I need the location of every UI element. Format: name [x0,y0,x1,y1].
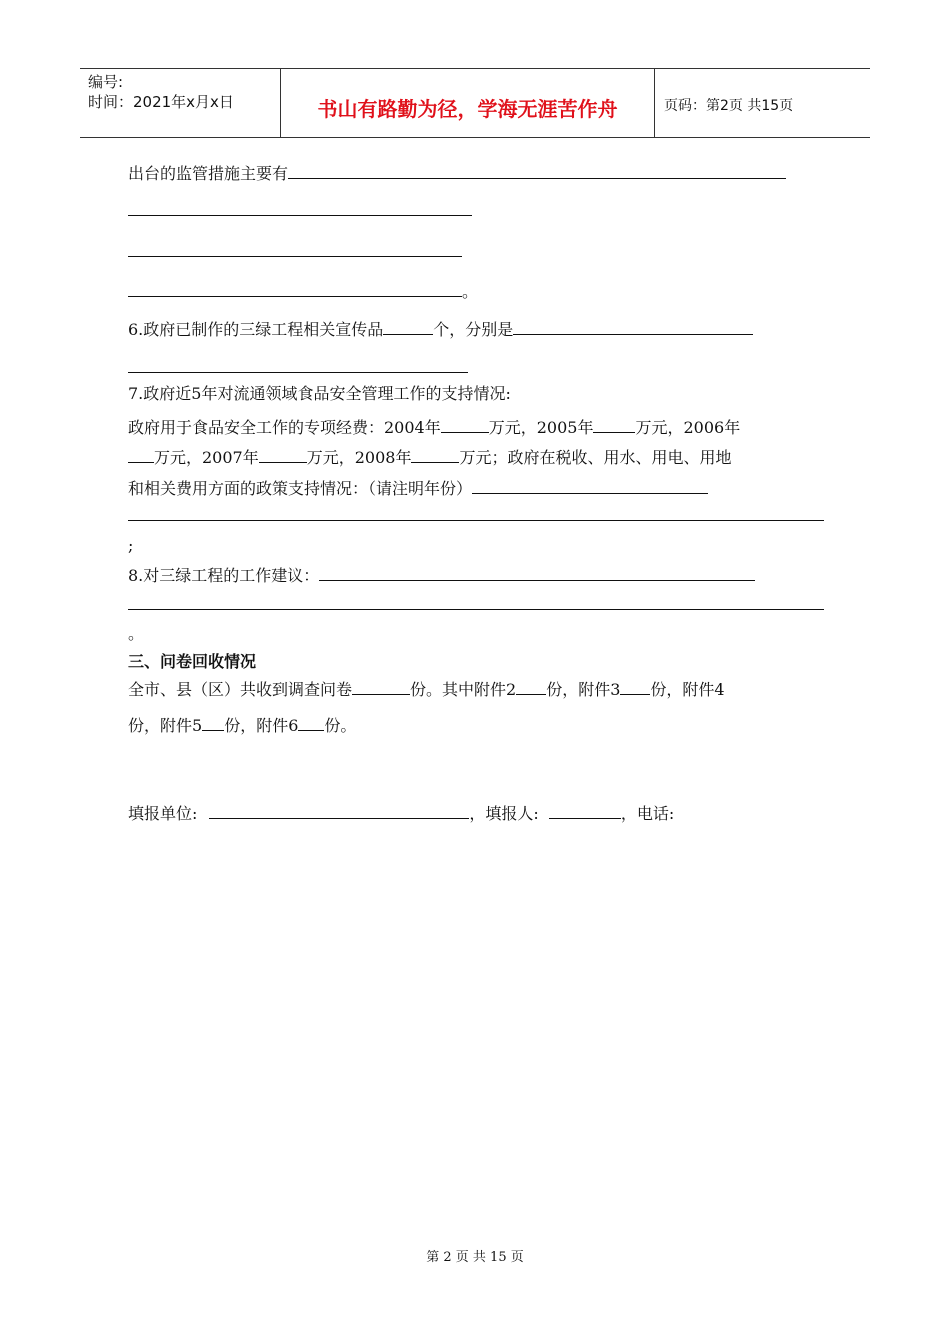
measures-text: 出台的监管措施主要有 [128,164,289,183]
q7-title: 7.政府近5年对流通领域食品安全管理工作的支持情况: [128,384,511,403]
sec3-l2-b: 份，附件6 [224,716,299,735]
sec3-l1-d: 份，附件4 [650,680,725,699]
page-header [80,68,870,138]
suggestion-blank[interactable] [319,564,755,581]
annex-2-blank[interactable] [516,678,546,695]
funds-2005-blank[interactable] [593,416,635,433]
doc-code-label: 编号: [88,73,124,91]
measures-blank-2[interactable] [128,215,472,216]
fill-person-blank[interactable] [549,802,621,819]
sec3-line-1 [128,678,725,700]
fill-info-line [128,802,674,824]
measures-last-line [128,280,478,302]
q6-items-blank-2[interactable] [128,372,468,373]
q7-l2-a: 万元，2007年 [154,448,259,467]
funds-2007-blank[interactable] [259,446,307,463]
header-motto: 书山有路勤为径，学海无涯苦作舟 [317,97,618,121]
header-page-cell [654,69,870,137]
q7-l1-a: 政府用于食品安全工作的专项经费：2004年 [128,418,441,437]
q8-end: 。 [128,624,145,643]
q8-line [128,564,755,586]
q7-l2-b: 万元，2008年 [306,448,412,467]
header-motto-cell [280,69,655,137]
fill-unit-label: 填报单位: [128,804,198,823]
page-footer: 第 2 页 共 15 页 [426,1250,524,1265]
sec3-l2-a: 份，附件5 [128,716,203,735]
header-page-info: 页码：第2页 共15页 [664,98,794,114]
sec3-l2-c: 份。 [324,716,357,735]
q6-text-b: 个，分别是 [433,320,514,339]
fill-unit-blank[interactable] [209,802,469,819]
sec3-line-2 [128,714,356,736]
q6-line [128,318,753,340]
annex-3-blank[interactable] [620,678,650,695]
total-questionnaires-blank[interactable] [352,678,410,695]
sec3-l1-c: 份，附件3 [546,680,621,699]
q8-text: 8.对三绿工程的工作建议： [128,566,320,585]
policy-support-blank-2[interactable] [128,520,824,521]
annex-5-blank[interactable] [202,714,224,731]
doc-time-label: 时间：2021年x月x日 [88,93,234,111]
measures-blank-3[interactable] [128,256,462,257]
q7-end: ; [128,536,134,555]
policy-support-blank[interactable] [472,477,708,494]
q7-l1-c: 万元，2006年 [635,418,741,437]
funds-2008-blank[interactable] [411,446,459,463]
sec3-l1-b: 份。其中附件2 [410,680,517,699]
sec3-l1-a: 全市、县（区）共收到调查问卷 [128,680,353,699]
q7-l1-b: 万元，2005年 [488,418,594,437]
measures-blank[interactable] [288,162,786,179]
q7-line-2 [128,446,731,468]
funds-2004-blank[interactable] [441,416,489,433]
measures-blank-4[interactable] [128,280,462,297]
funds-2006-blank[interactable] [128,446,154,463]
suggestion-blank-2[interactable] [128,609,824,610]
fill-person-label: ，填报人: [469,804,539,823]
q7-l3: 和相关费用方面的政策支持情况：（请注明年份） [128,479,473,498]
measures-line [128,162,786,184]
q7-l2-c: 万元；政府在税收、用水、用电、用地 [459,448,732,467]
fill-phone-label: ，电话: [620,804,675,823]
q7-line-1 [128,416,740,438]
section-3-title: 三、问卷回收情况 [128,652,257,671]
header-meta [80,69,280,137]
q6-count-blank[interactable] [383,318,433,335]
q7-line-3 [128,477,708,499]
annex-6-blank[interactable] [298,714,324,731]
q6-items-blank[interactable] [513,318,753,335]
q6-text-a: 6.政府已制作的三绿工程相关宣传品 [128,320,384,339]
measures-end: 。 [462,282,479,301]
